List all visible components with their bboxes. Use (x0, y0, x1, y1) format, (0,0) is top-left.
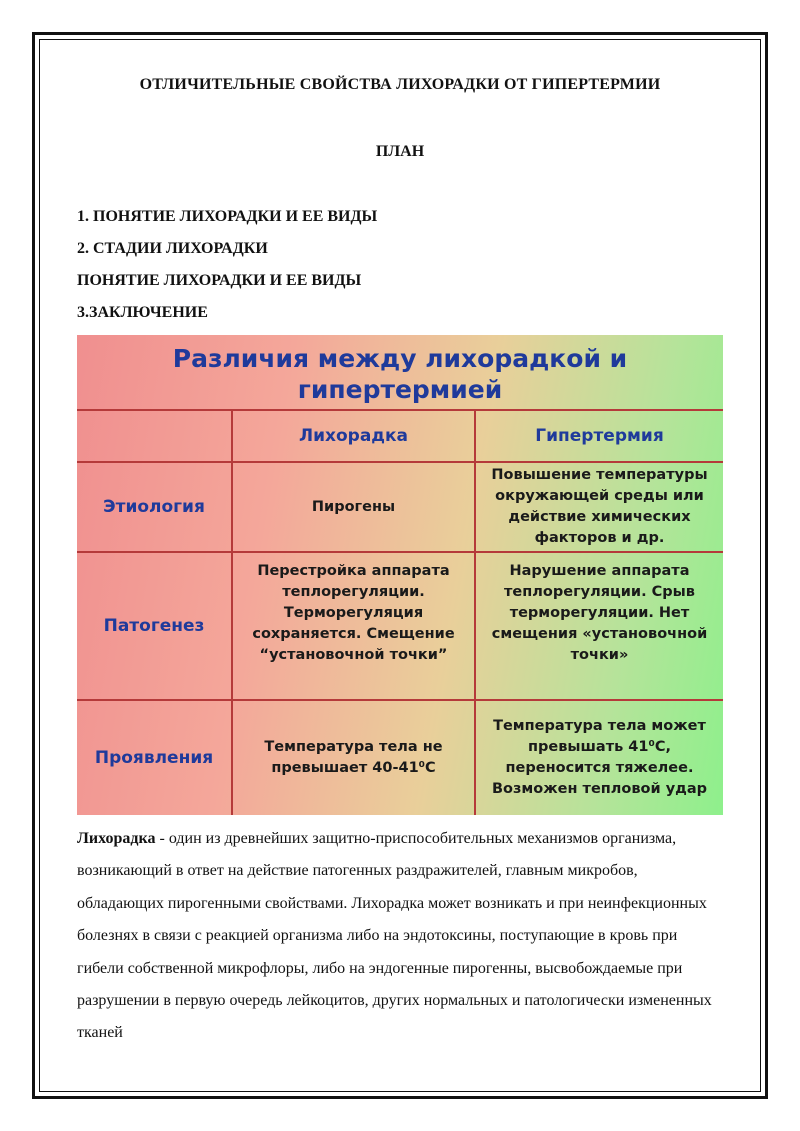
cell-manifestations-fever: Температура тела не превышает 40-41⁰С (264, 739, 443, 776)
body-paragraph (77, 823, 727, 1050)
toc-item: 1. ПОНЯТИЕ ЛИХОРАДКИ И ЕЕ ВИДЫ (77, 208, 378, 225)
comparison-table (77, 411, 723, 815)
document-title: ОТЛИЧИТЕЛЬНЫЕ СВОЙСТВА ЛИХОРАДКИ ОТ ГИПЕРТЕРМИИ (139, 76, 661, 93)
plan-heading: ПЛАН (375, 143, 425, 160)
toc-item: 3.ЗАКЛЮЧЕНИЕ (77, 304, 208, 321)
cell-etiology-hyperthermia: Повышение температуры окружающей среды или действие химических факторов и др. (491, 467, 708, 546)
row-label-pathogenesis: Патогенез (103, 616, 205, 636)
paragraph-term: Лихорадка (77, 830, 156, 847)
table-header-hyperthermia: Гипертермия (535, 426, 664, 446)
comparison-slide-image (77, 335, 723, 815)
cell-manifestations-hyperthermia: Температура тела может превышать 41⁰С, переносится тяжелее. Возможен тепловой удар (491, 718, 708, 797)
toc-item: ПОНЯТИЕ ЛИХОРАДКИ И ЕЕ ВИДЫ (77, 272, 362, 289)
row-label-etiology: Этиология (103, 497, 205, 517)
toc-item: 2. СТАДИИ ЛИХОРАДКИ (77, 240, 268, 257)
table-of-contents (77, 205, 377, 333)
row-label-manifestations: Проявления (94, 748, 214, 768)
cell-pathogenesis-hyperthermia: Нарушение аппарата теплорегуляции. Срыв терморегуляции. Нет смещения «установочной точки» (491, 562, 708, 663)
paragraph-text: - один из древнейших защитно-приспособительных механизмов организма, возникающий в ответ на действие патогенных раздражителей, главным микробов, обладающих пирогенными свойствами. Лихорадка может возникать и при неинфекционных болезнях в связи с реакцией организма либо на эндотоксины, поступающие в кровь при гибели собственной микрофлоры, либо на эндогенные пирогенны, высвобождаемые при разрушении в первую очередь лейкоцитов, других нормальных и патологически измененных тканей (77, 830, 712, 1042)
cell-etiology-fever: Пирогены (311, 498, 396, 515)
slide-title: Различия между лихорадкой и гипертермией (77, 335, 723, 411)
table-header-empty (77, 411, 231, 461)
cell-pathogenesis-fever: Перестройка аппарата теплорегуляции. Терморегуляция сохраняется. Смещение “установочной точки” (252, 562, 455, 663)
table-header-fever: Лихорадка (298, 426, 409, 446)
